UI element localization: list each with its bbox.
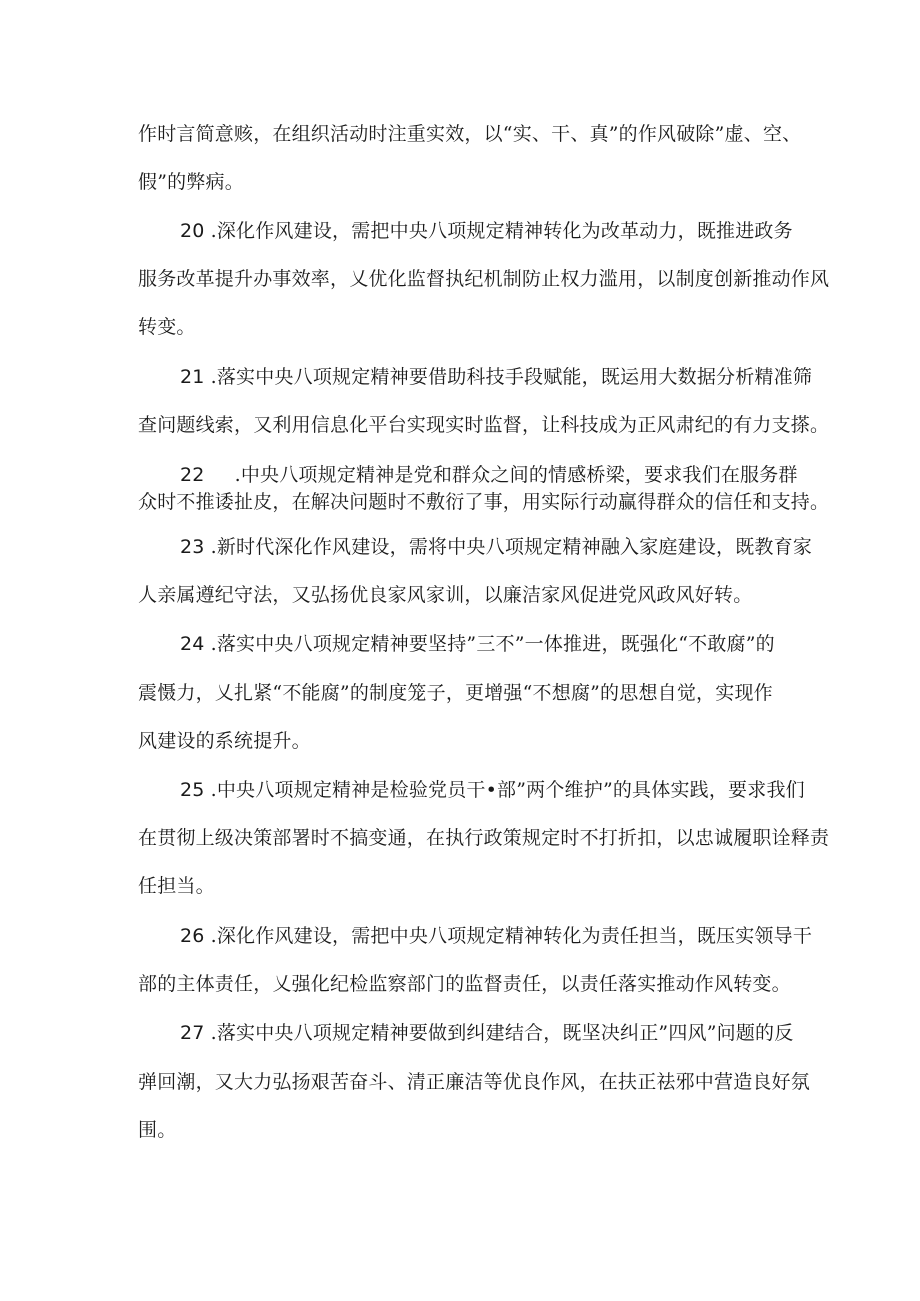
paragraph-number: 27 <box>180 1022 205 1044</box>
paragraph-text: .落实中央八项规定精神要坚持”三不”一体推进，既强化“不敢腐”的 <box>210 633 775 655</box>
paragraph-text: .落实中央八项规定精神要做到纠建结合，既坚决纠正”四风”问题的反 <box>210 1022 794 1044</box>
paragraph-text: .中央八项规定精神是党和群众之间的情感桥梁，要求我们在服务群 <box>234 464 798 486</box>
paragraph-line: 服务改革提升办事效率，乂优化监督执纪机制防止权力滥用，以制度创新推动作风 <box>138 268 830 290</box>
paragraph-number: 24 <box>180 633 205 655</box>
paragraph-line: 作时言简意赅，在组织活动时注重实效，以“实、干、真”的作风破除”虚、空、 <box>138 123 802 145</box>
paragraph-25-first-line <box>180 778 805 802</box>
paragraph-number: 20 <box>180 220 205 242</box>
paragraph-text: .深化作风建设，需把中央八项规定精神转化为改革动力，既推进政务 <box>210 220 793 242</box>
paragraph-line: 人亲属遵纪守法，又弘扬优良家风家训，以廉洁家风促进党风政风好转。 <box>138 584 753 606</box>
paragraph-line: 部的主体责任，乂强化纪检监察部门的监督责任，以责任落实推动作风转变。 <box>138 973 791 995</box>
paragraph-23-first-line <box>180 535 812 559</box>
paragraph-line: 任担当。 <box>138 875 215 897</box>
paragraph-number: 21 <box>180 366 205 388</box>
paragraph-line: 在贯彻上级决策部署时不搞变通，在执行政策规定时不打折扣，以忠诚履职诠释责 <box>138 827 830 849</box>
paragraph-line: 震慑力，乂扎紧“不能腐”的制度笼子，更增强“不想腐”的思想自觉，实现作 <box>138 682 773 704</box>
paragraph-line: 假”的弊病。 <box>138 171 244 193</box>
paragraph-text: .深化作风建设，需把中央八项规定精神转化为责任担当，既压实领导干 <box>210 925 813 947</box>
paragraph-26-first-line <box>180 924 812 948</box>
paragraph-line: 风建设的系统提升。 <box>138 730 311 752</box>
paragraph-20-first-line <box>180 219 793 243</box>
paragraph-line: 众时不推诿扯皮，在解决问题时不敷衍了事，用实际行动赢得群众的信任和支持。 <box>138 491 830 513</box>
paragraph-line: 弹回潮，又大力弘扬艰苦奋斗、清正廉洁等优良作风，在扶正祛邪中营造良好氛 <box>138 1071 811 1093</box>
paragraph-line: 查问题线索，又利用信息化平台实现实时监督，让科技成为正风肃纪的有力支搽。 <box>138 414 830 436</box>
paragraph-text: .新时代深化作风建设，需将中央八项规定精神融入家庭建设，既教育家 <box>210 536 813 558</box>
paragraph-line: 转变。 <box>138 316 196 338</box>
paragraph-22-first-line <box>180 463 798 487</box>
paragraph-number: 25 <box>180 779 205 801</box>
paragraph-text: .落实中央八项规定精神要借助科技手段赋能，既运用大数据分析精准筛 <box>210 366 813 388</box>
paragraph-27-first-line <box>180 1021 793 1045</box>
paragraph-number: 26 <box>180 925 205 947</box>
paragraph-text: .中央八项规定精神是检验党员干•部”两个维护”的具体实践，要求我们 <box>210 779 805 801</box>
paragraph-number: 23 <box>180 536 205 558</box>
paragraph-number: 22 <box>180 464 205 486</box>
paragraph-21-first-line <box>180 365 812 389</box>
paragraph-line: 围。 <box>138 1119 177 1141</box>
paragraph-24-first-line <box>180 632 775 656</box>
